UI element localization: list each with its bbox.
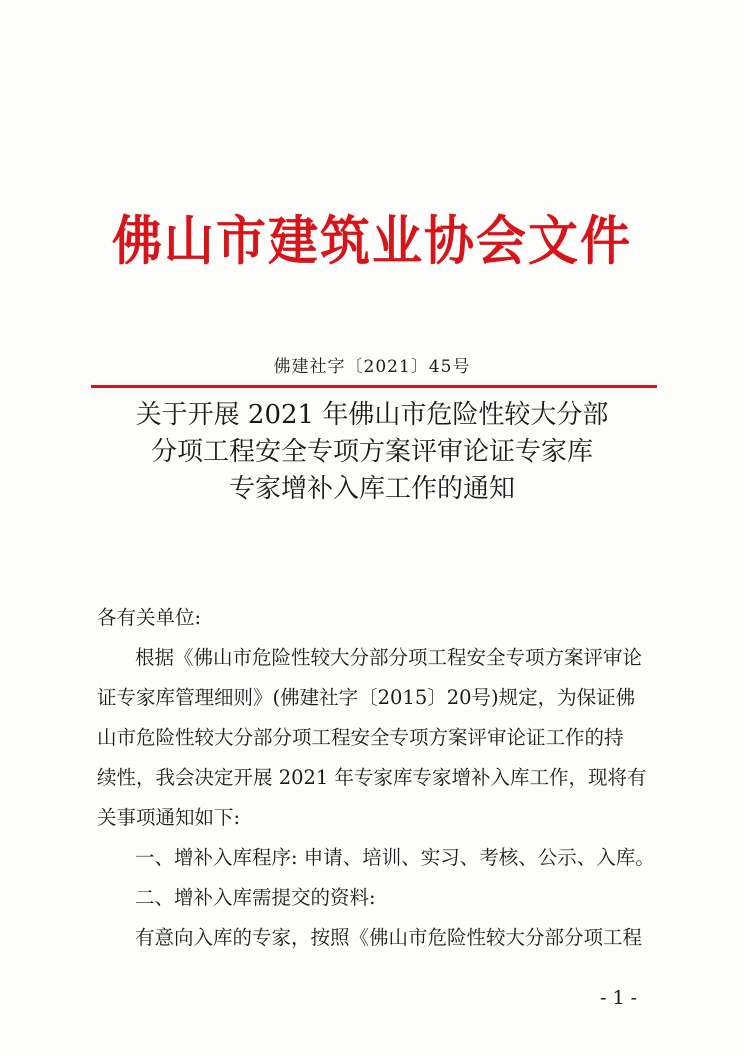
notice-title-line: 专家增补入库工作的通知 xyxy=(228,474,515,504)
notice-title xyxy=(0,397,744,508)
document-number: 佛建社字〔2021〕45号 xyxy=(273,357,471,377)
body-line: 一、增补入库程序: 申请、培训、实习、考核、公示、入库。 xyxy=(135,846,655,869)
body-line: 续性，我会决定开展 2021 年专家库专家增补入库工作，现将有 xyxy=(97,766,647,789)
document-header-title: 佛山市建筑业协会文件 xyxy=(112,210,632,272)
notice-title-line: 分项工程安全专项方案评审论证专家库 xyxy=(150,437,593,467)
page-number: - 1 - xyxy=(600,987,638,1009)
body-line: 根据《佛山市危险性较大分部分项工程安全专项方案评审论 xyxy=(135,646,643,669)
document-body xyxy=(97,598,657,958)
body-line: 有意向入库的专家，按照《佛山市危险性较大分部分项工程 xyxy=(135,926,643,949)
body-line: 山市危险性较大分部分项工程安全专项方案评审论证工作的持 xyxy=(97,726,624,749)
body-line: 关事项通知如下: xyxy=(97,806,241,829)
body-line: 二、增补入库需提交的资料: xyxy=(135,886,376,909)
salutation: 各有关单位: xyxy=(97,606,202,629)
red-divider-line xyxy=(91,385,657,388)
notice-title-line: 关于开展 2021 年佛山市危险性较大分部 xyxy=(135,400,609,430)
body-line: 证专家库管理细则》(佛建社字〔2015〕20号)规定，为保证佛 xyxy=(97,686,636,709)
